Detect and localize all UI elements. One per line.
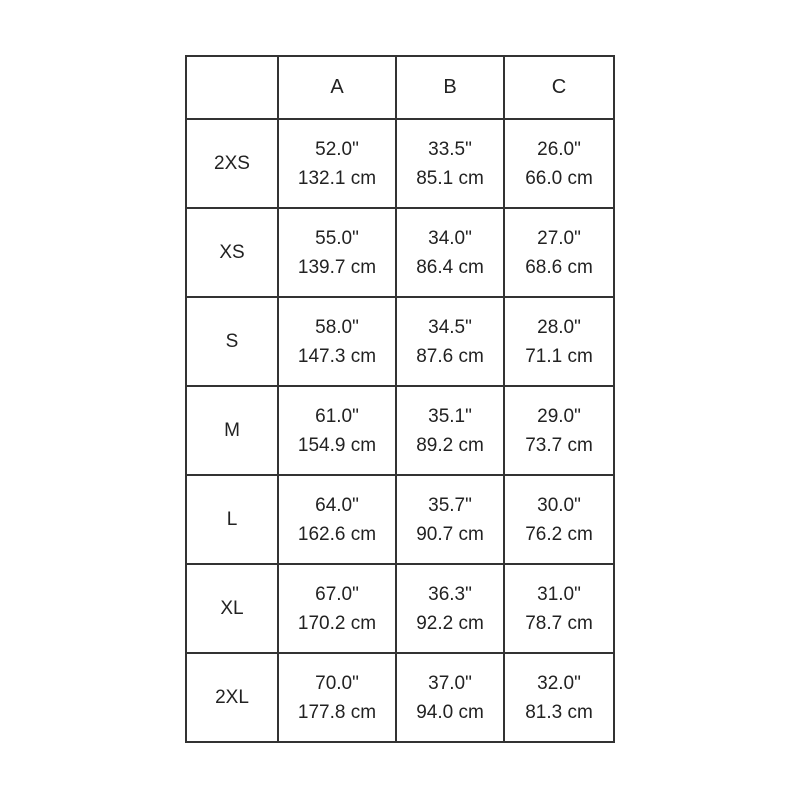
measurement-cell: [278, 119, 396, 208]
measurement-inches: 33.5": [428, 138, 472, 160]
measurement-cm: 90.7 cm: [416, 523, 484, 545]
measurement-cm: 89.2 cm: [416, 434, 484, 456]
size-chart-table: [185, 55, 615, 743]
measurement-cm: 154.9 cm: [297, 434, 377, 456]
table-row: [186, 208, 614, 297]
measurement-cell: [504, 653, 614, 742]
measurement-inches: 64.0": [315, 494, 359, 516]
measurement-cell: [278, 297, 396, 386]
measurement-inches: 52.0": [315, 138, 359, 160]
table-row: [186, 475, 614, 564]
measurement-cm: 68.6 cm: [525, 256, 593, 278]
measurement-inches: 26.0": [537, 138, 581, 160]
measurement-cm: 76.2 cm: [525, 523, 593, 545]
measurement-inches: 30.0": [537, 494, 581, 516]
measurement-inches: 36.3": [428, 583, 472, 605]
header-cell-c: C: [504, 56, 614, 119]
header-cell-b: B: [396, 56, 504, 119]
measurement-cm: 177.8 cm: [297, 701, 377, 723]
measurement-inches: 27.0": [537, 227, 581, 249]
measurement-inches: 35.1": [428, 405, 472, 427]
measurement-inches: 61.0": [315, 405, 359, 427]
measurement-cell: [396, 386, 504, 475]
measurement-cell: [504, 119, 614, 208]
table-body: [186, 119, 614, 742]
header-row: [186, 56, 614, 119]
measurement-cm: 66.0 cm: [525, 167, 593, 189]
measurement-inches: 35.7": [428, 494, 472, 516]
header-cell-a: A: [278, 56, 396, 119]
measurement-cm: 78.7 cm: [525, 612, 593, 634]
size-label: M: [186, 386, 278, 475]
measurement-inches: 37.0": [428, 672, 472, 694]
measurement-cell: [396, 208, 504, 297]
size-label: XL: [186, 564, 278, 653]
measurement-inches: 29.0": [537, 405, 581, 427]
measurement-inches: 70.0": [315, 672, 359, 694]
size-label: S: [186, 297, 278, 386]
measurement-cm: 94.0 cm: [416, 701, 484, 723]
measurement-inches: 31.0": [537, 583, 581, 605]
measurement-cell: [504, 475, 614, 564]
measurement-cm: 71.1 cm: [525, 345, 593, 367]
measurement-cm: 147.3 cm: [297, 345, 377, 367]
size-chart: [185, 55, 615, 743]
measurement-cell: [396, 297, 504, 386]
measurement-cell: [504, 297, 614, 386]
measurement-inches: 34.5": [428, 316, 472, 338]
measurement-cm: 170.2 cm: [297, 612, 377, 634]
measurement-cell: [504, 386, 614, 475]
header-cell-size: [186, 56, 278, 119]
measurement-cm: 139.7 cm: [297, 256, 377, 278]
measurement-cell: [396, 475, 504, 564]
table-row: [186, 653, 614, 742]
size-label: 2XS: [186, 119, 278, 208]
measurement-cell: [278, 386, 396, 475]
measurement-inches: 34.0": [428, 227, 472, 249]
measurement-cm: 86.4 cm: [416, 256, 484, 278]
measurement-cm: 87.6 cm: [416, 345, 484, 367]
table-row: [186, 386, 614, 475]
measurement-cell: [278, 653, 396, 742]
table-row: [186, 119, 614, 208]
measurement-cell: [396, 119, 504, 208]
table-row: [186, 297, 614, 386]
size-label: XS: [186, 208, 278, 297]
measurement-cm: 85.1 cm: [416, 167, 484, 189]
measurement-inches: 55.0": [315, 227, 359, 249]
measurement-cell: [278, 564, 396, 653]
measurement-cm: 132.1 cm: [297, 167, 377, 189]
measurement-cell: [504, 208, 614, 297]
measurement-cell: [278, 208, 396, 297]
measurement-inches: 67.0": [315, 583, 359, 605]
size-label: 2XL: [186, 653, 278, 742]
table-row: [186, 564, 614, 653]
measurement-cell: [396, 564, 504, 653]
measurement-cm: 92.2 cm: [416, 612, 484, 634]
measurement-inches: 32.0": [537, 672, 581, 694]
measurement-cm: 73.7 cm: [525, 434, 593, 456]
measurement-inches: 58.0": [315, 316, 359, 338]
measurement-cm: 81.3 cm: [525, 701, 593, 723]
measurement-cell: [504, 564, 614, 653]
measurement-cell: [396, 653, 504, 742]
size-label: L: [186, 475, 278, 564]
measurement-cm: 162.6 cm: [297, 523, 377, 545]
measurement-inches: 28.0": [537, 316, 581, 338]
measurement-cell: [278, 475, 396, 564]
